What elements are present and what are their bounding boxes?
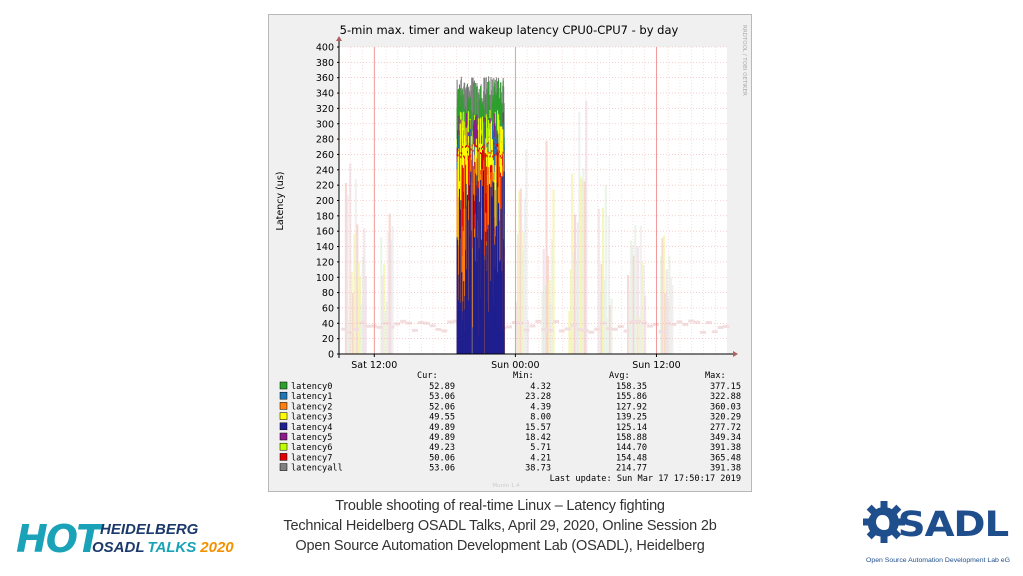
ghost-baseline <box>553 320 559 323</box>
ghost-baseline <box>577 328 583 331</box>
legend-avg: 158.88 <box>615 433 647 443</box>
y-tick-label: 40 <box>321 318 334 330</box>
y-tick-label: 220 <box>315 180 334 192</box>
chart-title: 5-min max. timer and wakeup latency CPU0-CPU7 - by day <box>339 23 679 37</box>
ghost-baseline <box>371 324 377 327</box>
legend-avg: 139.25 <box>615 412 647 423</box>
legend-avg: 158.35 <box>615 382 647 392</box>
legend-row-latency7 <box>280 453 741 463</box>
legend-max: 377.15 <box>709 382 741 392</box>
legend-max: 349.34 <box>709 433 741 443</box>
y-tick-label: 400 <box>315 42 334 54</box>
ghost-baseline <box>506 325 512 328</box>
y-tick-label: 0 <box>327 349 334 361</box>
last-update: Last update: Sun Mar 17 17:50:17 2019 <box>549 474 741 484</box>
legend-min: 38.73 <box>525 463 551 474</box>
legend-swatch <box>280 423 287 430</box>
bar-latency4 <box>483 255 484 354</box>
y-tick-label: 320 <box>315 103 334 115</box>
ghost-baseline <box>641 321 647 324</box>
ghost-baseline <box>647 325 653 328</box>
legend-swatch <box>280 402 287 409</box>
legend-cur: 53.06 <box>429 463 455 474</box>
caption-line-2: Technical Heidelberg OSADL Talks, April 29, 2020, Online Session 2b <box>283 518 717 534</box>
legend-max: 320.29 <box>709 412 741 423</box>
ghost-baseline <box>529 324 535 327</box>
legend-cur: 52.06 <box>429 402 455 413</box>
osadl-logo-mark: OSADL <box>866 505 1009 545</box>
ghost-bar <box>671 285 673 354</box>
y-tick-label: 140 <box>315 242 334 254</box>
ghost-baseline <box>612 328 618 331</box>
legend-avg: 127.92 <box>615 402 647 413</box>
legend-min: 15.57 <box>525 422 551 433</box>
ghost-baseline <box>718 326 724 329</box>
latency-chart <box>269 15 753 493</box>
ghost-baseline <box>365 325 371 328</box>
legend-name: latency4 <box>291 422 333 433</box>
legend <box>280 371 741 474</box>
ghost-baseline <box>400 320 406 323</box>
hot-logo-mark: HOT <box>16 517 101 561</box>
y-tick-label: 20 <box>321 334 334 346</box>
y-axis-label: Latency (us) <box>275 171 286 231</box>
ghost-bar <box>585 101 587 354</box>
x-axis-arrow <box>733 351 738 357</box>
ghost-baseline <box>565 327 571 330</box>
legend-name: latency3 <box>291 412 333 423</box>
ghost-baseline <box>388 326 394 329</box>
ghost-baseline <box>412 329 418 332</box>
ghost-bar <box>644 295 646 354</box>
legend-swatch <box>280 453 287 460</box>
ghost-baseline <box>588 331 594 334</box>
legend-min: 5.71 <box>530 443 551 454</box>
x-tick-label: Sun 12:00 <box>632 360 681 371</box>
legend-max: 391.38 <box>709 443 741 454</box>
ghost-baseline <box>559 329 565 332</box>
legend-avg: 154.48 <box>615 453 647 464</box>
legend-min: 4.32 <box>530 382 551 392</box>
hot-heidelberg-logo <box>14 514 244 562</box>
ghost-baseline <box>624 330 630 333</box>
ghost-baseline <box>547 329 553 332</box>
hot-logo-line2 <box>92 539 234 556</box>
legend-name: latency5 <box>291 433 333 443</box>
y-tick-label: 380 <box>315 57 334 69</box>
y-tick-label: 60 <box>321 303 334 315</box>
ghost-bar <box>391 226 393 354</box>
legend-header-max: Max: <box>705 371 726 381</box>
legend-name: latencyall <box>291 463 343 474</box>
legend-swatch <box>280 464 287 471</box>
legend-max: 391.38 <box>709 463 741 474</box>
caption-line-1: Trouble shooting of real-time Linux – Latency fighting <box>335 498 665 514</box>
legend-swatch <box>280 443 287 450</box>
legend-cur: 49.23 <box>429 443 455 454</box>
y-tick-label: 280 <box>315 134 334 146</box>
legend-avg: 214.77 <box>615 463 647 474</box>
ghost-bar <box>527 320 529 354</box>
legend-header-cur: Cur: <box>417 371 438 381</box>
x-tick-label: Sat 12:00 <box>351 360 398 371</box>
legend-row-latency1 <box>280 392 741 402</box>
y-tick-label: 240 <box>315 165 334 177</box>
ghost-baseline <box>541 328 547 331</box>
legend-cur: 49.89 <box>429 433 455 443</box>
ghost-baseline <box>582 329 588 332</box>
legend-row-latency5 <box>280 433 741 443</box>
legend-min: 4.39 <box>530 402 551 413</box>
ghost-baseline <box>688 320 694 323</box>
legend-row-latency6 <box>280 443 741 453</box>
legend-name: latency1 <box>291 392 333 403</box>
legend-min: 8.00 <box>530 412 551 423</box>
legend-header-avg: Avg: <box>609 371 630 381</box>
legend-avg: 155.86 <box>615 392 647 403</box>
ghost-baseline <box>353 328 359 331</box>
hot-logo-osadl: OSADL <box>92 539 144 556</box>
ghost-baseline <box>359 321 365 324</box>
ghost-baseline <box>635 320 641 323</box>
legend-row-latency4 <box>280 423 741 433</box>
legend-swatch <box>280 382 287 389</box>
legend-name: latency0 <box>291 382 333 392</box>
legend-max: 277.72 <box>709 422 741 433</box>
osadl-logo <box>862 500 1012 568</box>
ghost-baseline <box>394 322 400 325</box>
legend-max: 365.48 <box>709 453 741 464</box>
legend-max: 360.03 <box>709 402 741 413</box>
latency-data-layer <box>457 76 505 354</box>
osadl-logo-tagline: Open Source Automation Development Lab eG <box>866 557 1011 564</box>
y-tick-label: 120 <box>315 257 334 269</box>
ghost-baseline <box>676 320 682 323</box>
ghost-baseline <box>600 321 606 324</box>
legend-avg: 125.14 <box>615 422 647 433</box>
ghost-baseline <box>524 329 530 332</box>
legend-name: latency6 <box>291 443 333 454</box>
y-tick-label: 260 <box>315 149 334 161</box>
legend-avg: 144.70 <box>615 443 647 454</box>
ghost-baseline <box>700 331 706 334</box>
ghost-baseline <box>441 329 447 332</box>
ghost-baseline <box>571 324 577 327</box>
hot-logo-talks: TALKS <box>147 539 197 556</box>
y-tick-label: 100 <box>315 272 334 284</box>
legend-row-latency3 <box>280 413 741 423</box>
y-tick-labels <box>316 43 334 361</box>
ghost-baseline <box>347 331 353 334</box>
y-tick-label: 340 <box>315 88 334 100</box>
legend-swatch <box>280 433 287 440</box>
legend-cur: 49.55 <box>429 412 455 423</box>
legend-cur: 53.06 <box>429 392 455 403</box>
munin-chart-frame <box>268 14 752 492</box>
ghost-baseline <box>723 325 729 328</box>
x-tick-labels <box>351 354 680 371</box>
ghost-baseline <box>430 324 436 327</box>
legend-min: 4.21 <box>530 453 551 464</box>
y-tick-label: 200 <box>315 196 334 207</box>
legend-name: latency7 <box>291 453 333 464</box>
legend-name: latency2 <box>291 402 333 413</box>
ghost-baseline <box>535 320 541 323</box>
caption-line-3: Open Source Automation Development Lab (OSADL), Heidelberg <box>295 538 705 554</box>
legend-cur: 50.06 <box>429 453 455 464</box>
bar-latency4 <box>471 230 472 354</box>
legend-cur: 52.89 <box>429 382 455 392</box>
ghost-baseline <box>518 321 524 324</box>
ghost-baseline <box>341 328 347 331</box>
ghost-baseline <box>435 328 441 331</box>
legend-swatch <box>280 413 287 420</box>
y-tick-label: 180 <box>315 211 334 223</box>
hot-logo-line1: HEIDELBERG <box>100 521 199 538</box>
legend-min: 23.28 <box>525 392 551 403</box>
legend-header-min: Min: <box>513 371 534 381</box>
y-tick-label: 360 <box>315 73 334 85</box>
legend-cur: 49.89 <box>429 422 455 433</box>
y-tick-label: 160 <box>315 226 334 238</box>
legend-row-latency0 <box>280 382 741 392</box>
bar-latency4 <box>504 172 505 354</box>
legend-row-latency2 <box>280 402 741 412</box>
ghost-baseline <box>606 327 612 330</box>
y-tick-label: 300 <box>315 119 334 131</box>
legend-row-latencyall <box>280 464 741 474</box>
ghost-bar <box>610 298 612 354</box>
ghost-baseline <box>653 323 659 326</box>
ghost-bar <box>365 276 367 354</box>
ghost-baseline <box>659 330 665 333</box>
legend-max: 322.88 <box>709 392 741 403</box>
ghost-baseline <box>712 330 718 333</box>
legend-min: 18.42 <box>525 433 551 443</box>
hot-logo-year: 2020 <box>200 539 234 556</box>
legend-swatch <box>280 392 287 399</box>
ghost-baseline <box>618 325 624 328</box>
bar-latency4 <box>460 200 461 354</box>
y-tick-label: 80 <box>321 288 334 300</box>
bar-latency4 <box>478 188 479 354</box>
ghost-baseline <box>594 328 600 331</box>
munin-watermark: Munin 1.4 <box>492 483 520 489</box>
chart-side-label: RRDTOOL / TOBI OETIKER <box>741 25 747 96</box>
x-tick-label: Sun 00:00 <box>491 360 540 371</box>
ghost-baseline <box>377 326 383 329</box>
